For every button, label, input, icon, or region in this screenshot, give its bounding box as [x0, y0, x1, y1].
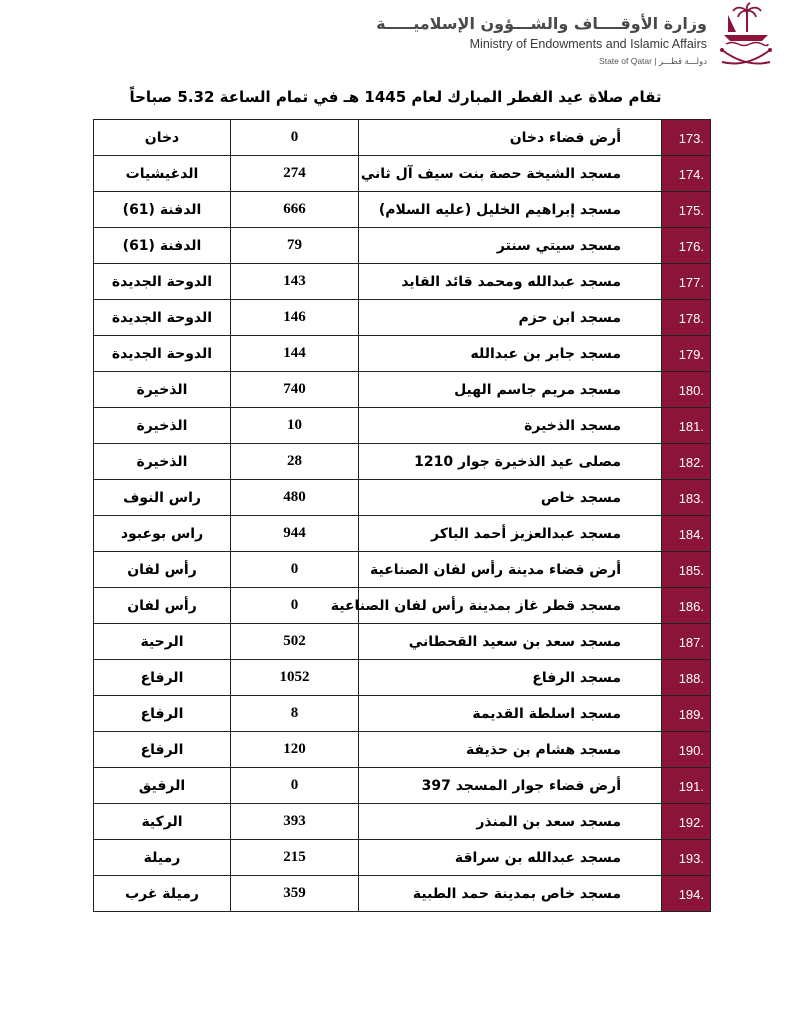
mosque-name-cell: مسجد قطر غاز بمدينة رأس لفان الصناعية: [359, 588, 662, 624]
mosque-name-cell: أرض فضاء دخان: [359, 120, 662, 156]
count-cell: 8: [231, 696, 359, 732]
count-cell: 359: [231, 876, 359, 912]
mosque-name-cell: مسجد الذخيرة: [359, 408, 662, 444]
table-row: [94, 444, 711, 480]
location-cell: رميلة غرب: [94, 876, 231, 912]
mosque-name-cell: أرض فضاء جوار المسجد 397: [359, 768, 662, 804]
location-cell: الرفاع: [94, 732, 231, 768]
mosque-name-cell: مسجد خاص: [359, 480, 662, 516]
mosque-name-cell: مسجد عبدالله ومحمد قائد القايد: [359, 264, 662, 300]
location-cell: دخان: [94, 120, 231, 156]
location-cell: الدغيشيات: [94, 156, 231, 192]
count-cell: 393: [231, 804, 359, 840]
table-row: [94, 192, 711, 228]
count-cell: 740: [231, 372, 359, 408]
table-row: [94, 228, 711, 264]
row-number-cell: 173.: [662, 120, 711, 156]
row-number-cell: 189.: [662, 696, 711, 732]
count-cell: 146: [231, 300, 359, 336]
location-cell: الركية: [94, 804, 231, 840]
mosque-name-cell: مسجد مريم جاسم الهيل: [359, 372, 662, 408]
table-row: [94, 552, 711, 588]
state-line: State of Qatar | دولـــة قطـــر: [599, 56, 707, 66]
table-row: [94, 408, 711, 444]
location-cell: راس بوعبود: [94, 516, 231, 552]
mosque-name-cell: مسجد سيتي سنتر: [359, 228, 662, 264]
row-number-cell: 174.: [662, 156, 711, 192]
table-row: [94, 480, 711, 516]
location-cell: الذخيرة: [94, 372, 231, 408]
count-cell: 143: [231, 264, 359, 300]
mosque-name-cell: مسجد جابر بن عبدالله: [359, 336, 662, 372]
row-number-cell: 190.: [662, 732, 711, 768]
mosque-name-cell: مسجد الشيخة حصة بنت سيف آل ثاني: [359, 156, 662, 192]
location-cell: رميلة: [94, 840, 231, 876]
row-number-cell: 176.: [662, 228, 711, 264]
row-number-cell: 193.: [662, 840, 711, 876]
row-number-cell: 179.: [662, 336, 711, 372]
count-cell: 480: [231, 480, 359, 516]
row-number-cell: 175.: [662, 192, 711, 228]
location-cell: الدفنة (61): [94, 192, 231, 228]
row-number-cell: 178.: [662, 300, 711, 336]
count-cell: 120: [231, 732, 359, 768]
table-row: [94, 516, 711, 552]
location-cell: الذخيرة: [94, 408, 231, 444]
table-row: [94, 696, 711, 732]
ministry-emblem-icon: [716, 2, 776, 72]
table-body: [94, 120, 711, 912]
mosque-name-cell: مسجد هشام بن حذيفة: [359, 732, 662, 768]
location-cell: الدوحة الجديدة: [94, 336, 231, 372]
mosque-name-cell: مسجد سعد بن المنذر: [359, 804, 662, 840]
location-cell: الدوحة الجديدة: [94, 300, 231, 336]
count-cell: 0: [231, 552, 359, 588]
row-number-cell: 177.: [662, 264, 711, 300]
mosque-name-cell: مسجد عبدالعزيز أحمد الباكر: [359, 516, 662, 552]
page-header: [0, 0, 791, 80]
count-cell: 10: [231, 408, 359, 444]
location-cell: رأس لفان: [94, 552, 231, 588]
mosque-name-cell: مصلى عيد الذخيرة جوار 1210: [359, 444, 662, 480]
count-cell: 1052: [231, 660, 359, 696]
count-cell: 666: [231, 192, 359, 228]
row-number-cell: 181.: [662, 408, 711, 444]
count-cell: 502: [231, 624, 359, 660]
count-cell: 0: [231, 768, 359, 804]
mosque-name-cell: مسجد عبدالله بن سراقة: [359, 840, 662, 876]
row-number-cell: 184.: [662, 516, 711, 552]
count-cell: 79: [231, 228, 359, 264]
table-row: [94, 732, 711, 768]
row-number-cell: 182.: [662, 444, 711, 480]
table-row: [94, 804, 711, 840]
mosque-name-cell: مسجد ابن حزم: [359, 300, 662, 336]
mosque-name-cell: مسجد خاص بمدينة حمد الطبية: [359, 876, 662, 912]
row-number-cell: 192.: [662, 804, 711, 840]
row-number-cell: 183.: [662, 480, 711, 516]
row-number-cell: 188.: [662, 660, 711, 696]
table-row: [94, 768, 711, 804]
location-cell: الذخيرة: [94, 444, 231, 480]
table-row: [94, 840, 711, 876]
ministry-name-arabic: وزارة الأوقــــاف والشـــؤون الإسلاميـــــة: [376, 14, 707, 33]
row-number-cell: 185.: [662, 552, 711, 588]
count-cell: 0: [231, 588, 359, 624]
row-number-cell: 180.: [662, 372, 711, 408]
ministry-name-english: Ministry of Endowments and Islamic Affairs: [469, 37, 707, 51]
state-name-arabic: دولـــة قطـــر: [658, 56, 707, 66]
table-row: [94, 336, 711, 372]
count-cell: 28: [231, 444, 359, 480]
row-number-cell: 186.: [662, 588, 711, 624]
table-row: [94, 156, 711, 192]
mosque-name-cell: أرض فضاء مدينة رأس لفان الصناعية: [359, 552, 662, 588]
table-row: [94, 264, 711, 300]
mosque-name-cell: مسجد الرفاع: [359, 660, 662, 696]
document-title: تقام صلاة عيد الفطر المبارك لعام 1445 هـ في تمام الساعة 5.32 صباحاً: [129, 88, 662, 106]
location-cell: رأس لفان: [94, 588, 231, 624]
table-row: [94, 624, 711, 660]
prayer-locations-table: [93, 119, 711, 912]
table-row: [94, 300, 711, 336]
mosque-name-cell: مسجد سعد بن سعيد القحطاني: [359, 624, 662, 660]
table-row: [94, 660, 711, 696]
table-row: [94, 120, 711, 156]
table-row: [94, 588, 711, 624]
location-cell: الدفنة (61): [94, 228, 231, 264]
row-number-cell: 191.: [662, 768, 711, 804]
mosque-name-cell: مسجد إبراهيم الخليل (عليه السلام): [359, 192, 662, 228]
count-cell: 274: [231, 156, 359, 192]
table-row: [94, 372, 711, 408]
location-cell: الرفاع: [94, 696, 231, 732]
count-cell: 944: [231, 516, 359, 552]
state-name-english: State of Qatar: [599, 56, 652, 66]
count-cell: 215: [231, 840, 359, 876]
location-cell: راس النوف: [94, 480, 231, 516]
table-row: [94, 876, 711, 912]
location-cell: الرفاع: [94, 660, 231, 696]
location-cell: الرفيق: [94, 768, 231, 804]
row-number-cell: 187.: [662, 624, 711, 660]
location-cell: الدوحة الجديدة: [94, 264, 231, 300]
count-cell: 0: [231, 120, 359, 156]
row-number-cell: 194.: [662, 876, 711, 912]
count-cell: 144: [231, 336, 359, 372]
location-cell: الرحية: [94, 624, 231, 660]
mosque-name-cell: مسجد اسلطة القديمة: [359, 696, 662, 732]
